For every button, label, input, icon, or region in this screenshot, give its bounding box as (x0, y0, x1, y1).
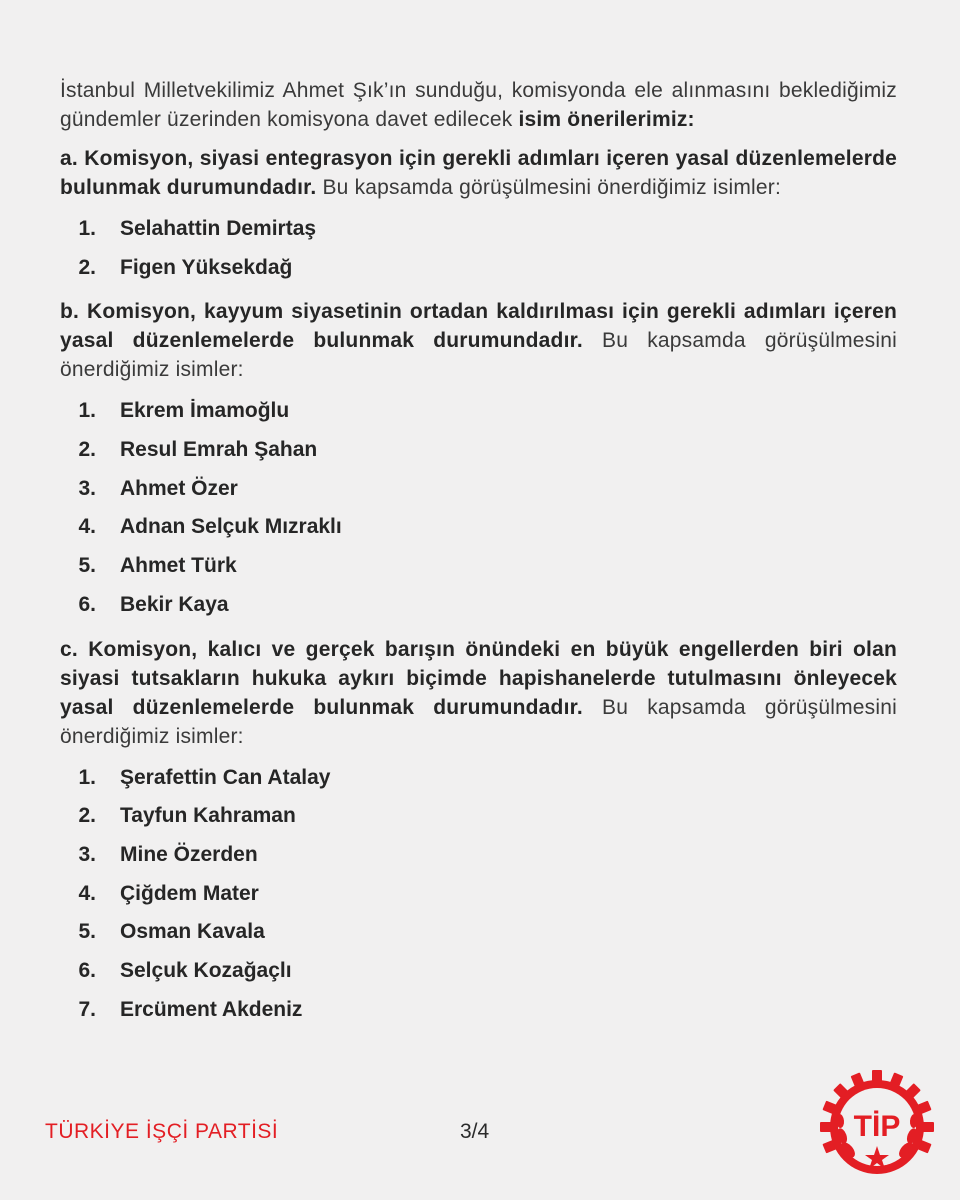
section-b (60, 297, 897, 624)
list-name: Selahattin Demirtaş (120, 217, 317, 240)
section-a-paragraph (60, 144, 897, 202)
list-item (60, 836, 897, 875)
list-number: 4. (78, 881, 96, 905)
list-number: 4. (78, 515, 96, 539)
list-number: 6. (78, 958, 96, 982)
list-item (60, 508, 897, 547)
list-name: Figen Yüksekdağ (120, 255, 293, 279)
list-number: 6. (78, 592, 96, 616)
list-number: 1. (78, 399, 96, 423)
list-item (60, 875, 897, 914)
section-b-heading: b. Komisyon, kayyum siyasetinin ortadan kaldırılması için gerekli adımları içeren yasal düzenlemelerde bulunmak durumundadır. (60, 300, 897, 353)
list-name: Resul Emrah Şahan (120, 438, 318, 462)
section-b-text: Bu kapsamda görüşülmesini önerdiğimiz isimler: (60, 329, 897, 382)
section-a-names (60, 210, 897, 287)
list-number: 7. (78, 997, 96, 1021)
list-name: Tayfun Kahraman (120, 804, 296, 828)
list-item (60, 586, 897, 625)
list-name: Ercüment Akdeniz (120, 997, 303, 1021)
list-number: 2. (78, 255, 96, 279)
list-number: 5. (78, 920, 96, 944)
list-name: Mine Özerden (120, 842, 258, 866)
gear-wheat-emblem-icon (818, 1068, 936, 1186)
list-number: 2. (78, 438, 96, 462)
list-item (60, 431, 897, 470)
list-number: 3. (78, 842, 96, 866)
intro-text: İstanbul Milletvekilimiz Ahmet Şık’ın sunduğu, komisyonda ele alınmasını beklediğimiz gündemler üzerinden komisyona davet edilecek (60, 79, 897, 131)
list-name: Bekir Kaya (120, 592, 229, 616)
list-name: Şerafettin Can Atalay (120, 765, 331, 789)
list-item (60, 759, 897, 798)
section-b-names (60, 392, 897, 624)
section-c-heading: c. Komisyon, kalıcı ve gerçek barışın önündeki en büyük engellerden biri olan siyasi tutsakların hukuka aykırı biçimde hapishanelerde tutulmasını önleyecek yasal düzenlemelerde bulunmak durumundadır. (60, 637, 897, 719)
list-name: Osman Kavala (120, 920, 265, 944)
list-name: Ahmet Özer (120, 476, 238, 500)
section-c (60, 635, 897, 1030)
section-a-heading: a. Komisyon, siyasi entegrasyon için gerekli adımları içeren yasal düzenlemelerde bulunmak durumundadır. (60, 147, 897, 199)
list-name: Ekrem İmamoğlu (120, 399, 290, 423)
section-a (60, 144, 897, 287)
list-item (60, 991, 897, 1030)
section-c-text: Bu kapsamda görüşülmesini önerdiğimiz isimler: (60, 695, 897, 748)
party-name: TÜRKİYE İŞÇİ PARTİSİ (45, 1120, 279, 1143)
section-a-text: Bu kapsamda görüşülmesini önerdiğimiz isimler: (316, 176, 782, 199)
list-item (60, 249, 897, 288)
list-item (60, 392, 897, 431)
list-number: 1. (78, 765, 96, 789)
list-name: Ahmet Türk (120, 554, 237, 578)
list-name: Selçuk Kozağaçlı (120, 958, 292, 982)
logo-text: TİP (853, 1110, 901, 1143)
intro-bold: isim önerilerimiz: (518, 108, 695, 131)
section-b-paragraph (60, 297, 897, 384)
section-c-names (60, 759, 897, 1030)
list-number: 2. (78, 804, 96, 828)
list-item (60, 470, 897, 509)
list-number: 3. (78, 476, 96, 500)
page-number: 3/4 (460, 1120, 490, 1143)
section-c-paragraph (60, 635, 897, 751)
party-logo (818, 1068, 936, 1186)
list-name: Adnan Selçuk Mızraklı (120, 515, 342, 539)
list-item (60, 210, 897, 249)
intro-paragraph (60, 76, 897, 134)
list-number: 1. (78, 217, 96, 240)
list-name: Çiğdem Mater (120, 881, 259, 905)
list-item (60, 952, 897, 991)
list-item (60, 547, 897, 586)
document-body (60, 76, 897, 1039)
list-number: 5. (78, 554, 96, 578)
list-item (60, 797, 897, 836)
list-item (60, 913, 897, 952)
